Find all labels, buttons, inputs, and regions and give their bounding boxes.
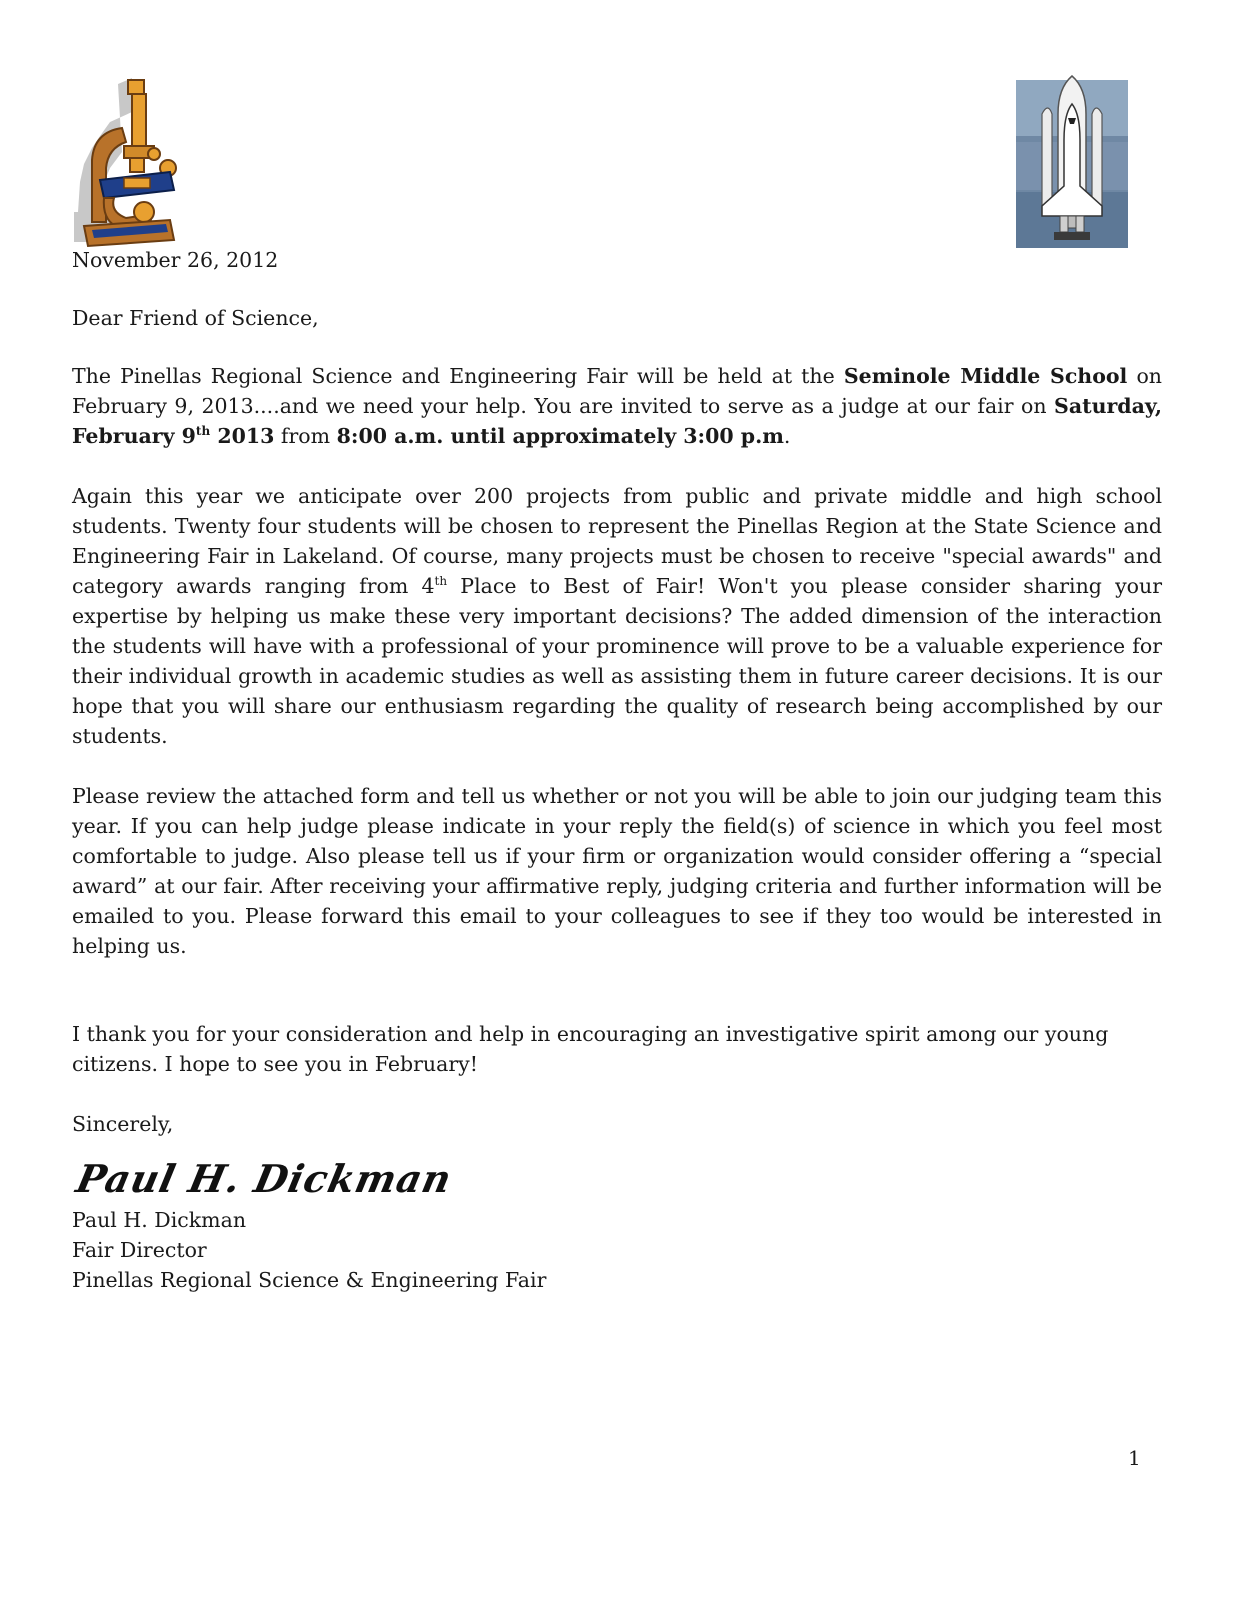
paragraph-request: Please review the attached form and tell us whether or not you will be able to join our judging team this year. If you can help judge please indicate in your reply the field(s) of science in which you feel most comfortable to judge. Also please tell us if your firm or organization would consider offering a “special award” at our fair. After receiving your affirmative reply, judging criteria and further information will be emailed to you. Please forward this email to your colleagues to see if they too would be interested in helping us. <box>72 784 1162 958</box>
signer-name: Paul H. Dickman <box>72 1208 247 1232</box>
venue-name: Seminole Middle School <box>843 364 1128 388</box>
space-shuttle-icon <box>1016 74 1128 248</box>
salutation: Dear Friend of Science, <box>72 306 319 330</box>
signer-title: Fair Director <box>72 1238 207 1262</box>
letter-body <box>72 245 1162 1295</box>
letter-date: November 26, 2012 <box>72 248 279 272</box>
paragraph-invitation: The Pinellas Regional Science and Engineering Fair will be held at the Seminole Middle School on February 9, 2013....and we need your help. You are invited to serve as a judge at our fair on Saturday, February 9th 2013 from 8:00 a.m. until approximately 3:00 p.m. <box>72 364 1163 448</box>
closing: Sincerely, <box>72 1112 174 1136</box>
signer-organization: Pinellas Regional Science & Engineering Fair <box>72 1268 547 1292</box>
microscope-icon <box>70 72 180 250</box>
paragraph-thanks: I thank you for your consideration and help in encouraging an investigative spirit among our young citizens. I hope to see you in February! <box>72 1022 1109 1076</box>
event-date: Saturday, February 9th 2013 <box>72 394 1162 448</box>
paragraph-projects: Again this year we anticipate over 200 projects from public and private middle and high school students. Twenty four students will be chosen to represent the Pinellas Region at the State Science and Engineering Fair in Lakeland. Of course, many projects must be chosen to receive "special awards" and category awards ranging from 4th Place to Best of Fair! Won't you please consider sharing your expertise by helping us make these very important decisions? The added dimension of the interaction the students will have with a professional of your prominence will prove to be a valuable experience for their individual growth in academic studies as well as assisting them in future career decisions. It is our hope that you will share our enthusiasm regarding the quality of research being accomplished by our students. <box>72 484 1163 748</box>
signature: Paul H. Dickman <box>72 1156 457 1201</box>
page-number: 1 <box>1128 1446 1141 1470</box>
event-time: 8:00 a.m. until approximately 3:00 p.m <box>336 424 784 448</box>
